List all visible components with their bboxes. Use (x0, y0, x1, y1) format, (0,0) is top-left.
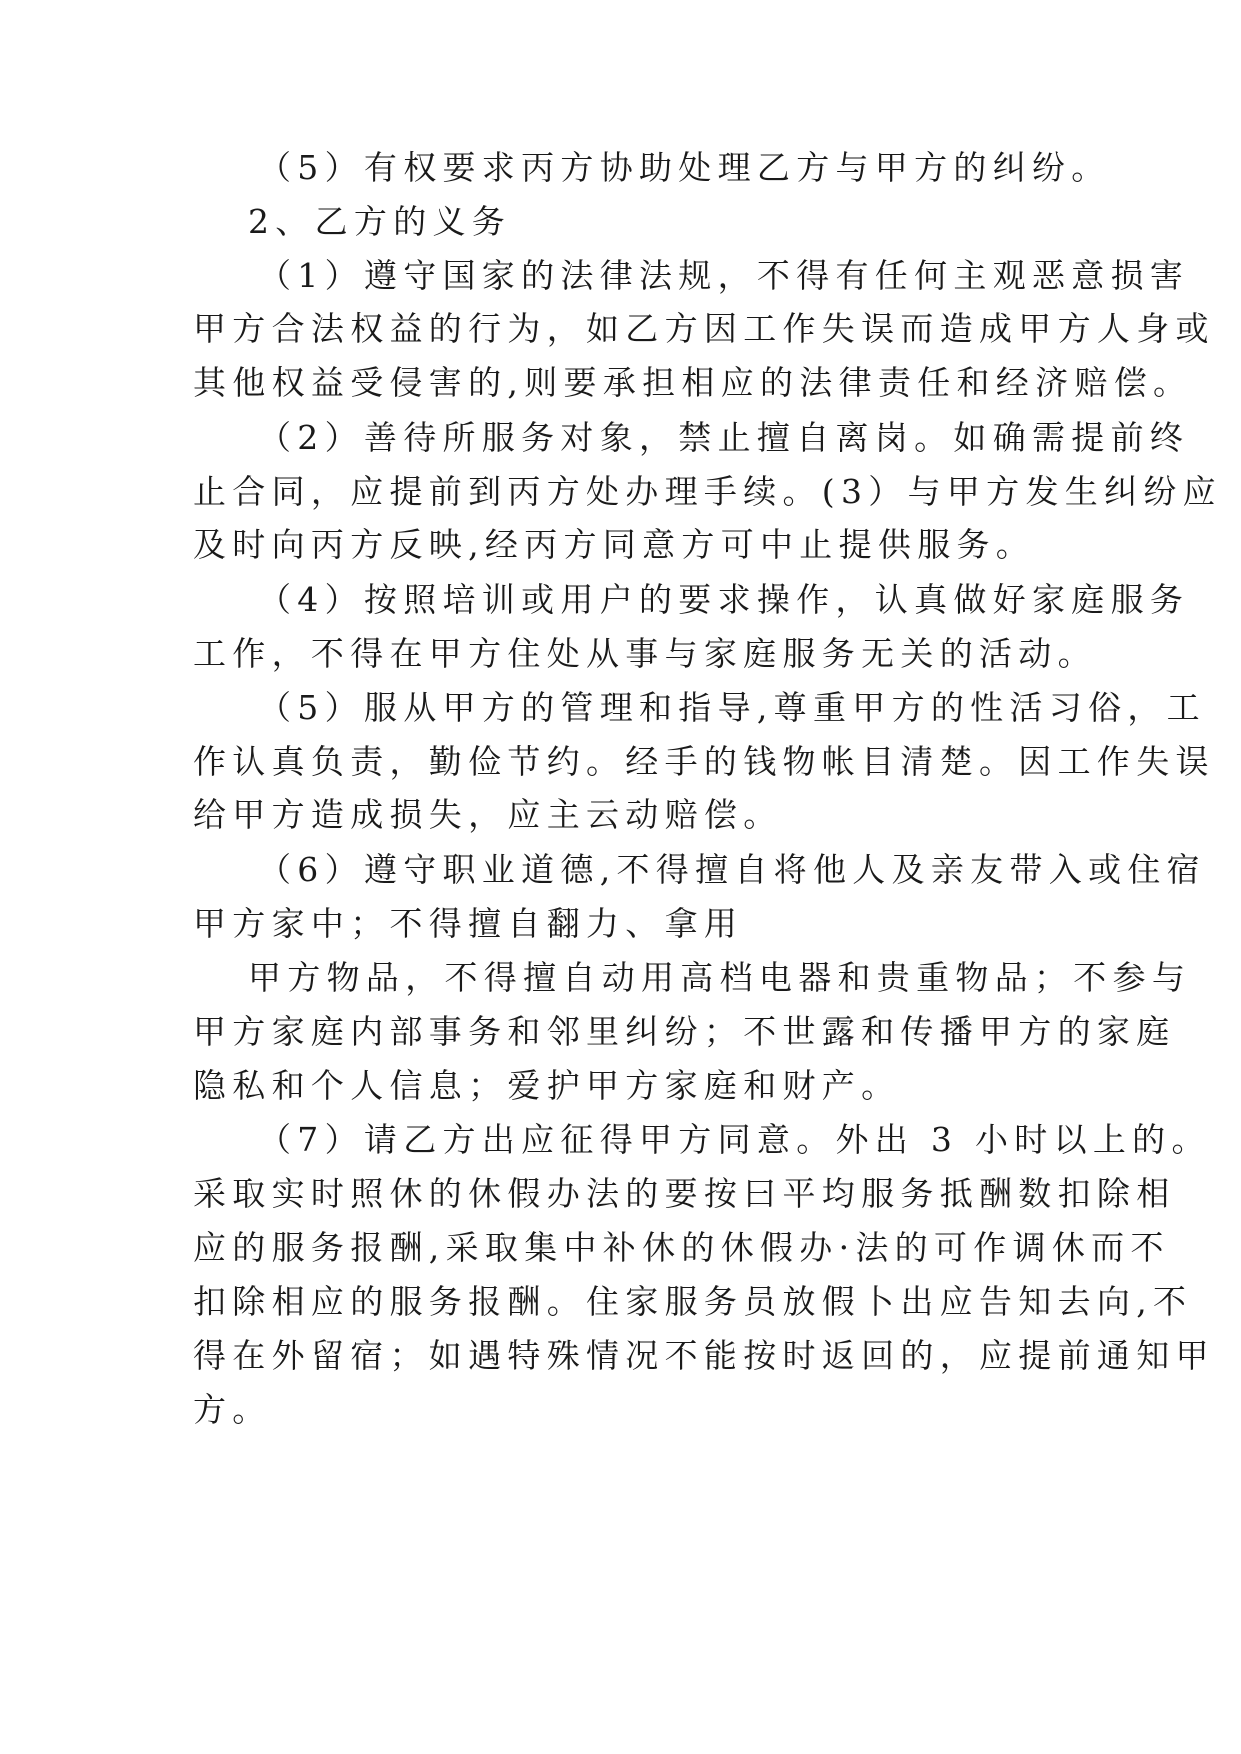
text-line: （7）请乙方出应征得甲方同意。外出 3 小时以上的。 (258, 1120, 1211, 1159)
text-line: 其他权益受侵害的,则要承担相应的法律责任和经济赔偿。 (193, 363, 1193, 402)
text-line: 得在外留宿；如遇特殊情况不能按时返回的，应提前通知甲 (193, 1336, 1215, 1375)
text-line: 应的服务报酬,采取集中补休的休假办·法的可作调休而不 (193, 1228, 1170, 1267)
text-line: 工作，不得在甲方住处从事与家庭服务无关的活动。 (193, 634, 1097, 673)
text-line: （4）按照培训或用户的要求操作，认真做好家庭服务 (258, 580, 1190, 619)
text-line: 甲方合法权益的行为，如乙方因工作失误而造成甲方人身或 (193, 309, 1215, 348)
text-line: （5）有权要求丙方协助处理乙方与甲方的纠纷。 (258, 148, 1111, 187)
section-heading: 2、乙方的义务 (248, 202, 512, 241)
text-line: （1）遵守国家的法律法规，不得有任何主观恶意损害 (258, 256, 1190, 295)
text-line: 止合同，应提前到丙方处办理手续。(3）与甲方发生纠纷应 (193, 472, 1222, 511)
text-line: （2）善待所服务对象，禁止擅自离岗。如确需提前终 (258, 418, 1190, 457)
text-line: 及时向丙方反映,经丙方同意方可中止提供服务。 (193, 525, 1036, 564)
text-line: 甲方物品，不得擅自动用高档电器和贵重物品；不参与 (248, 958, 1192, 997)
text-line: 方。 (193, 1390, 272, 1429)
text-line: 甲方家庭内部事务和邻里纠纷；不世露和传播甲方的家庭 (193, 1012, 1176, 1051)
text-line: 作认真负责，勤俭节约。经手的钱物帐目清楚。因工作失误 (193, 742, 1215, 781)
text-line: 隐私和个人信息；爱护甲方家庭和财产。 (193, 1066, 901, 1105)
text-line: 甲方家中；不得擅自翻力、拿用 (193, 904, 744, 943)
text-line: （6）遵守职业道德,不得擅自将他人及亲友带入或住宿 (258, 850, 1206, 889)
text-line: 采取实时照休的休假办法的要按曰平均服务抵酬数扣除相 (193, 1174, 1176, 1213)
text-line: 扣除相应的服务报酬。住家服务员放假卜出应告知去向,不 (193, 1282, 1193, 1321)
text-line: （5）服从甲方的管理和指导,尊重甲方的性活习俗，工 (258, 688, 1206, 727)
text-line: 给甲方造成损失，应主云动赔偿。 (193, 795, 783, 834)
